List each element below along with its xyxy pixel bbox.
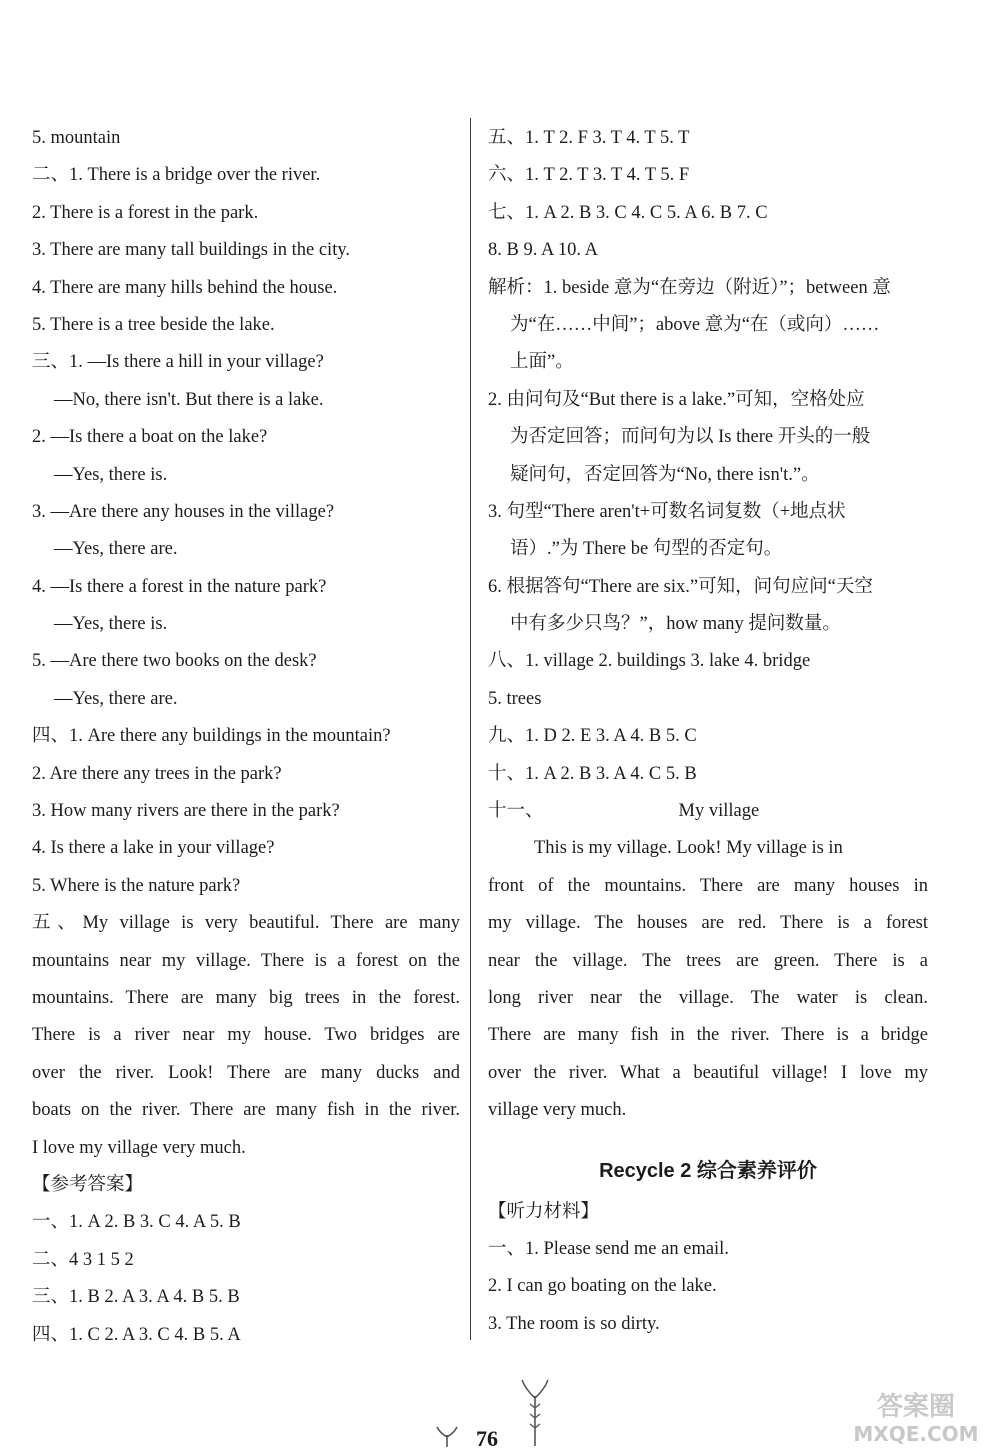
explanation-line: 2. 由问句及“But there is a lake.”可知，空格处应	[488, 389, 865, 410]
text-line: There is a river near my house. Two bridges are	[32, 1025, 460, 1046]
text-line: 2. Are there any trees in the park?	[32, 763, 282, 784]
explanation-line: 上面”。	[510, 352, 574, 373]
explanation-line: 解析：1. beside 意为“在旁边（附近）”；between 意	[488, 277, 891, 298]
answer-line: 六、1. T 2. T 3. T 4. T 5. F	[488, 165, 690, 186]
text-line: 5. —Are there two books on the desk?	[32, 651, 317, 672]
site-watermark-logo	[836, 1385, 996, 1449]
text-line: 2. There is a forest in the park.	[32, 202, 259, 223]
text-line: 3. —Are there any houses in the village?	[32, 501, 335, 522]
page-number: 76	[476, 1426, 498, 1451]
reference-answer-label: 【参考答案】	[32, 1174, 144, 1195]
essay-label: 十一、	[488, 801, 544, 822]
text-line: 4. Is there a lake in your village?	[32, 838, 275, 859]
essay-line: near the village. The trees are green. There is a	[488, 950, 928, 971]
text-line: 3. The room is so dirty.	[488, 1313, 660, 1334]
text-line: —Yes, there is.	[54, 614, 168, 635]
explanation-line: 疑问句，否定回答为“No, there isn't.”。	[510, 464, 820, 485]
text-line: —No, there isn't. But there is a lake.	[54, 389, 324, 410]
left-column	[32, 120, 460, 1354]
answer-line: 十、1. A 2. B 3. A 4. C 5. B	[488, 763, 697, 784]
text-line: —Yes, there are.	[54, 539, 178, 560]
text-line: 4. —Is there a forest in the nature park?	[32, 576, 327, 597]
answer-line: 一、1. A 2. B 3. C 4. A 5. B	[32, 1212, 241, 1233]
text-line: 5. Where is the nature park?	[32, 875, 241, 896]
text-line: 五、My village is very beautiful. There are many	[32, 913, 460, 934]
right-column	[488, 120, 928, 1343]
essay-line: There are many fish in the river. There is a bridge	[488, 1025, 928, 1046]
leaf-ornament-icon	[434, 1425, 460, 1449]
answer-line: 八、1. village 2. buildings 3. lake 4. bridge	[488, 651, 811, 672]
essay-line: over the river. What a beautiful village! I love my	[488, 1062, 928, 1083]
text-line: 5. mountain	[32, 128, 121, 148]
text-line: 4. There are many hills behind the house.	[32, 277, 338, 298]
section-heading: Recycle 2 综合素养评价	[599, 1159, 817, 1182]
text-line: 三、1. —Is there a hill in your village?	[32, 352, 324, 373]
text-line: 3. How many rivers are there in the park?	[32, 801, 340, 822]
column-divider	[470, 118, 471, 1340]
answer-line: 8. B 9. A 10. A	[488, 240, 598, 261]
explanation-line: 6. 根据答句“There are six.”可知，问句应问“天空	[488, 576, 873, 597]
text-line: 二、1. There is a bridge over the river.	[32, 165, 321, 186]
essay-line: my village. The houses are red. There is a forest	[488, 913, 928, 934]
essay-title: My village	[678, 801, 760, 822]
essay-line: front of the mountains. There are many houses in	[488, 875, 928, 896]
text-line: I love my village very much.	[32, 1137, 246, 1158]
essay-header	[488, 793, 928, 830]
text-line: mountains. There are many big trees in the forest.	[32, 987, 460, 1008]
text-line: —Yes, there is.	[54, 464, 168, 485]
explanation-line: 为“在……中间”；above 意为“在（或向）……	[510, 314, 880, 335]
text-line: 2. I can go boating on the lake.	[488, 1276, 717, 1297]
explanation-line: 语）.”为 There be 句型的否定句。	[510, 539, 783, 560]
text-line: 一、1. Please send me an email.	[488, 1238, 729, 1259]
text-line: over the river. Look! There are many ducks and	[32, 1062, 460, 1083]
answer-line: 二、4 3 1 5 2	[32, 1249, 134, 1270]
svg-text:答案圈: 答案圈	[876, 1392, 956, 1422]
text-line: 3. There are many tall buildings in the city.	[32, 240, 351, 261]
text-line: 四、1. Are there any buildings in the mountain?	[32, 726, 391, 747]
answer-line: 五、1. T 2. F 3. T 4. T 5. T	[488, 128, 690, 148]
wheat-stalk-icon	[518, 1378, 552, 1448]
svg-text:MXQE.COM: MXQE.COM	[853, 1422, 979, 1446]
essay-line: long river near the village. The water is clean.	[488, 987, 928, 1008]
text-line: mountains near my village. There is a forest on the	[32, 950, 460, 971]
essay-line: village very much.	[488, 1100, 627, 1121]
text-line: 5. There is a tree beside the lake.	[32, 314, 275, 335]
text-line: boats on the river. There are many fish in the river.	[32, 1100, 460, 1121]
explanation-line: 3. 句型“There aren't+可数名词复数（+地点状	[488, 501, 846, 522]
answer-line: 九、1. D 2. E 3. A 4. B 5. C	[488, 726, 697, 747]
explanation-line: 为否定回答；而问句为以 Is there 开头的一般	[510, 427, 871, 448]
explanation-line: 中有多少只鸟？”，how many 提问数量。	[510, 614, 841, 635]
listening-material-label: 【听力材料】	[488, 1201, 600, 1222]
answer-line: 5. trees	[488, 688, 542, 709]
answer-line: 七、1. A 2. B 3. C 4. C 5. A 6. B 7. C	[488, 202, 768, 223]
essay-line: This is my village. Look! My village is in	[534, 838, 843, 859]
text-line: 2. —Is there a boat on the lake?	[32, 427, 268, 448]
answer-line: 四、1. C 2. A 3. C 4. B 5. A	[32, 1324, 241, 1345]
text-line: —Yes, there are.	[54, 688, 178, 709]
answer-line: 三、1. B 2. A 3. A 4. B 5. B	[32, 1287, 240, 1308]
